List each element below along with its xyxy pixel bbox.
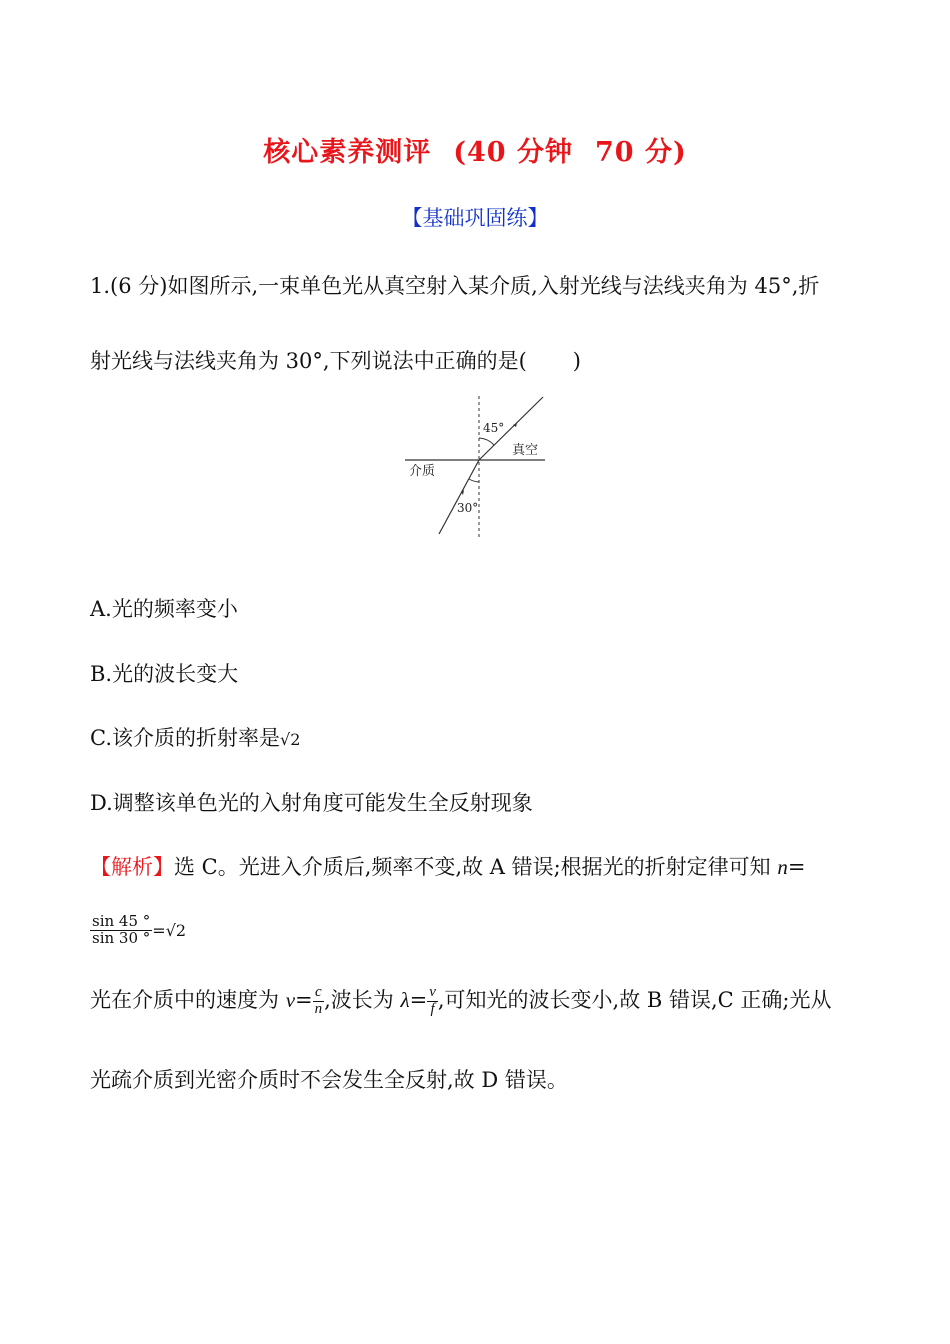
v-over-f (427, 985, 438, 1018)
option-c-text: C.该介质的折射率是 (90, 726, 280, 750)
formula-result: =√2 (152, 920, 187, 940)
analysis-formula (90, 914, 186, 947)
vacuum-label: 真空 (512, 443, 539, 458)
angle-arc-bottom (469, 479, 479, 482)
angle-arc-top (479, 438, 494, 445)
option-a: A.光的频率变小 (90, 597, 238, 621)
title-main: 核心素养测评 (263, 137, 432, 168)
f-denominator: f (430, 1001, 435, 1017)
analysis-tag: 【解析】 (90, 855, 174, 879)
question-stem: 射光线与法线夹角为 30°,下列说法中正确的是( (90, 349, 527, 373)
section-heading: 【基础巩固练】 (401, 206, 549, 230)
title-score: 70 分) (595, 137, 687, 168)
refracted-ray (439, 460, 479, 534)
analysis-text-1: 选 C。光进入介质后,频率不变,故 A 错误;根据光的折射定律可知 (174, 855, 778, 879)
angle-30-label: 30° (457, 501, 479, 515)
equals-2: = (409, 988, 428, 1012)
analysis-text-3a: 光在介质中的速度为 (90, 988, 286, 1012)
question-line-2 (90, 345, 581, 375)
equals-sign: = (787, 855, 806, 879)
option-c (90, 722, 300, 752)
option-b: B.光的波长变大 (90, 662, 239, 686)
n-symbol: n (777, 855, 788, 879)
option-d: D.调整该单色光的入射角度可能发生全反射现象 (90, 791, 533, 815)
title-time: (40 分钟 (453, 137, 573, 168)
analysis-line-1 (90, 851, 805, 881)
lambda-symbol: λ (400, 988, 410, 1012)
medium-label: 介质 (409, 464, 436, 479)
analysis-line-4: 光疏介质到光密介质时不会发生全反射,故 D 错误。 (90, 1068, 568, 1092)
angle-45-label: 45° (483, 421, 505, 435)
v-numerator: v (429, 984, 436, 1001)
n-denominator: n (314, 1001, 323, 1017)
equals-1: = (295, 988, 313, 1012)
fraction-denominator: sin 30 ° (92, 928, 151, 947)
question-close-paren: ) (572, 349, 581, 373)
analysis-text-3c: ,可知光的波长变小,故 B 错误,C 正确;光从 (437, 988, 832, 1012)
v-symbol: v (285, 988, 296, 1012)
analysis-text-3b: ,波长为 (324, 988, 401, 1012)
analysis-line-3 (90, 984, 832, 1018)
sqrt2: √2 (280, 730, 301, 749)
sin-fraction (90, 914, 152, 947)
fraction-numerator: sin 45 ° (92, 912, 151, 930)
c-over-n (313, 985, 325, 1018)
page-title (0, 130, 950, 169)
refraction-diagram (405, 392, 550, 542)
c-numerator: c (313, 985, 325, 1002)
question-line-1: 1.(6 分)如图所示,一束单色光从真空射入某介质,入射光线与法线夹角为 45°,折 (90, 274, 820, 298)
